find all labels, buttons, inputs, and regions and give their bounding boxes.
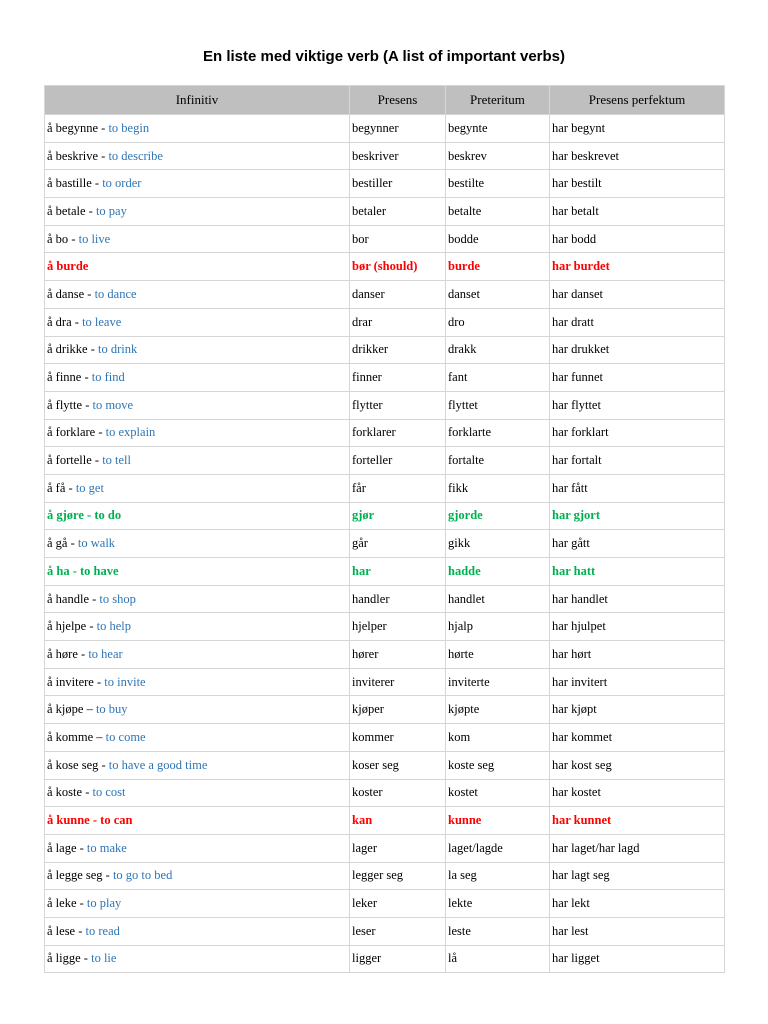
preteritum-cell: inviterte (446, 668, 550, 696)
separator: - (89, 813, 101, 828)
table-row (45, 696, 725, 724)
norwegian-infinitive: å hjelpe (47, 619, 87, 634)
norwegian-infinitive: å gjøre (47, 508, 84, 523)
perfektum-cell: har fått (550, 474, 725, 502)
table-row (45, 364, 725, 392)
english-translation: to play (86, 896, 122, 911)
english-translation: to read (85, 923, 120, 938)
header-presens: Presens (350, 86, 446, 115)
table-row (45, 281, 725, 309)
separator: - (84, 286, 95, 301)
infinitiv-cell (45, 419, 350, 447)
separator: - (76, 840, 87, 855)
norwegian-infinitive: å bastille (47, 176, 92, 191)
preteritum-cell: koste seg (446, 751, 550, 779)
english-translation: to help (96, 619, 132, 634)
table-row (45, 502, 725, 530)
english-translation: to find (91, 370, 125, 385)
infinitiv-cell (45, 834, 350, 862)
separator: - (85, 203, 96, 218)
preteritum-cell: hjalp (446, 613, 550, 641)
perfektum-cell: har handlet (550, 585, 725, 613)
presens-cell: kommer (350, 724, 446, 752)
page-title: En liste med viktige verb (A list of important verbs) (202, 48, 566, 65)
preteritum-cell: gikk (446, 530, 550, 558)
separator: - (68, 231, 79, 246)
preteritum-cell: kjøpte (446, 696, 550, 724)
presens-cell: går (350, 530, 446, 558)
presens-cell: ligger (350, 945, 446, 973)
presens-cell: koster (350, 779, 446, 807)
header-preteritum: Preteritum (446, 86, 550, 115)
perfektum-cell: har kommet (550, 724, 725, 752)
separator: - (67, 536, 78, 551)
infinitiv-cell (45, 751, 350, 779)
english-translation: to live (78, 231, 111, 246)
infinitiv-cell (45, 668, 350, 696)
norwegian-infinitive: å betale (47, 203, 86, 218)
infinitiv-cell (45, 862, 350, 890)
english-translation: to pay (95, 203, 127, 218)
infinitiv-cell (45, 364, 350, 392)
english-translation: to begin (108, 120, 150, 135)
separator: - (82, 785, 93, 800)
presens-cell: leser (350, 917, 446, 945)
english-translation: to have (80, 563, 119, 578)
table-row (45, 225, 725, 253)
norwegian-infinitive: å begynne (47, 120, 99, 135)
table-row (45, 834, 725, 862)
presens-cell: hjelper (350, 613, 446, 641)
separator: - (69, 563, 80, 578)
presens-cell: får (350, 474, 446, 502)
english-translation: to cost (92, 785, 126, 800)
norwegian-infinitive: å burde (47, 259, 89, 274)
norwegian-infinitive: å koste (47, 785, 83, 800)
norwegian-infinitive: å legge seg (47, 868, 103, 883)
presens-cell: legger seg (350, 862, 446, 890)
table-row (45, 558, 725, 586)
table-row (45, 530, 725, 558)
presens-cell: begynner (350, 115, 446, 143)
presens-cell: betaler (350, 198, 446, 226)
english-translation: to hear (88, 646, 123, 661)
infinitiv-cell (45, 474, 350, 502)
preteritum-cell: hørte (446, 641, 550, 669)
infinitiv-cell (45, 281, 350, 309)
norwegian-infinitive: å ligge (47, 951, 81, 966)
english-translation: to order (102, 176, 142, 191)
separator: - (81, 370, 92, 385)
norwegian-infinitive: å drikke (47, 342, 88, 357)
infinitiv-cell (45, 115, 350, 143)
separator: - (93, 674, 105, 689)
perfektum-cell: har beskrevet (550, 142, 725, 170)
presens-cell: flytter (350, 391, 446, 419)
header-row (45, 86, 725, 115)
presens-cell: koser seg (350, 751, 446, 779)
separator: - (98, 757, 109, 772)
table-body (45, 115, 725, 973)
table-row (45, 890, 725, 918)
presens-cell: bestiller (350, 170, 446, 198)
preteritum-cell: la seg (446, 862, 550, 890)
preteritum-cell: hadde (446, 558, 550, 586)
presens-cell: forklarer (350, 419, 446, 447)
table-row (45, 253, 725, 281)
presens-cell: handler (350, 585, 446, 613)
norwegian-infinitive: å lage (47, 840, 77, 855)
infinitiv-cell (45, 336, 350, 364)
separator: - (65, 480, 76, 495)
preteritum-cell: forklarte (446, 419, 550, 447)
table-row (45, 419, 725, 447)
preteritum-cell: lekte (446, 890, 550, 918)
separator: - (98, 148, 109, 163)
norwegian-infinitive: å invitere (47, 674, 94, 689)
perfektum-cell: har hjulpet (550, 613, 725, 641)
infinitiv-cell (45, 447, 350, 475)
perfektum-cell: har lekt (550, 890, 725, 918)
infinitiv-cell (45, 170, 350, 198)
infinitiv-cell (45, 807, 350, 835)
preteritum-cell: kostet (446, 779, 550, 807)
perfektum-cell: har flyttet (550, 391, 725, 419)
preteritum-cell: fortalte (446, 447, 550, 475)
table-row (45, 585, 725, 613)
norwegian-infinitive: å fortelle (47, 453, 92, 468)
infinitiv-cell (45, 613, 350, 641)
table-row (45, 945, 725, 973)
english-translation: to lie (91, 951, 117, 966)
perfektum-cell: har fortalt (550, 447, 725, 475)
perfektum-cell: har hørt (550, 641, 725, 669)
preteritum-cell: dro (446, 308, 550, 336)
norwegian-infinitive: å bo (47, 231, 69, 246)
presens-cell: kan (350, 807, 446, 835)
perfektum-cell: har kjøpt (550, 696, 725, 724)
norwegian-infinitive: å kjøpe (47, 702, 84, 717)
english-translation: to walk (77, 536, 116, 551)
table-row (45, 308, 725, 336)
english-translation: to buy (95, 702, 128, 717)
table-row (45, 807, 725, 835)
table-row (45, 447, 725, 475)
table-row (45, 668, 725, 696)
norwegian-infinitive: å gå (47, 536, 68, 551)
infinitiv-cell (45, 391, 350, 419)
english-translation: to leave (82, 314, 122, 329)
english-translation: to drink (98, 342, 138, 357)
preteritum-cell: bodde (446, 225, 550, 253)
english-translation: to explain (105, 425, 156, 440)
presens-cell: drikker (350, 336, 446, 364)
perfektum-cell: har lest (550, 917, 725, 945)
presens-cell: danser (350, 281, 446, 309)
perfektum-cell: har danset (550, 281, 725, 309)
preteritum-cell: beskrev (446, 142, 550, 170)
presens-cell: bor (350, 225, 446, 253)
table-row (45, 641, 725, 669)
perfektum-cell: har dratt (550, 308, 725, 336)
presens-cell: forteller (350, 447, 446, 475)
preteritum-cell: kom (446, 724, 550, 752)
english-translation: to tell (102, 453, 132, 468)
presens-cell: bør (should) (350, 253, 446, 281)
presens-cell: inviterer (350, 668, 446, 696)
presens-cell: hører (350, 641, 446, 669)
norwegian-infinitive: å finne (47, 370, 82, 385)
separator: - (95, 425, 106, 440)
preteritum-cell: laget/lagde (446, 834, 550, 862)
infinitiv-cell (45, 641, 350, 669)
norwegian-infinitive: å kose seg (47, 757, 99, 772)
separator: - (102, 868, 113, 883)
norwegian-infinitive: å kunne (47, 813, 90, 828)
infinitiv-cell (45, 142, 350, 170)
english-translation: to shop (99, 591, 136, 606)
header-infinitiv: Infinitiv (45, 86, 350, 115)
separator: - (87, 342, 99, 357)
verb-table (44, 85, 725, 973)
perfektum-cell: har forklart (550, 419, 725, 447)
presens-cell: finner (350, 364, 446, 392)
preteritum-cell: burde (446, 253, 550, 281)
infinitiv-cell (45, 696, 350, 724)
infinitiv-cell (45, 558, 350, 586)
english-translation: to have a good time (108, 757, 208, 772)
perfektum-cell: har betalt (550, 198, 725, 226)
preteritum-cell: bestilte (446, 170, 550, 198)
table-row (45, 779, 725, 807)
perfektum-cell: har bestilt (550, 170, 725, 198)
perfektum-cell: har gjort (550, 502, 725, 530)
table-row (45, 170, 725, 198)
perfektum-cell: har kost seg (550, 751, 725, 779)
english-translation: to make (86, 840, 127, 855)
table-row (45, 751, 725, 779)
english-translation: to get (75, 480, 104, 495)
table-row (45, 917, 725, 945)
preteritum-cell: drakk (446, 336, 550, 364)
separator: – (93, 729, 106, 744)
perfektum-cell: har gått (550, 530, 725, 558)
separator: - (82, 397, 93, 412)
separator: - (83, 508, 95, 523)
infinitiv-cell (45, 779, 350, 807)
perfektum-cell: har kostet (550, 779, 725, 807)
preteritum-cell: lå (446, 945, 550, 973)
table-row (45, 142, 725, 170)
perfektum-cell: har burdet (550, 253, 725, 281)
separator: - (80, 951, 92, 966)
separator: - (71, 314, 83, 329)
presens-cell: leker (350, 890, 446, 918)
separator: - (98, 120, 109, 135)
norwegian-infinitive: å lese (47, 923, 76, 938)
table-row (45, 862, 725, 890)
perfektum-cell: har funnet (550, 364, 725, 392)
norwegian-infinitive: å få (47, 480, 66, 495)
infinitiv-cell (45, 502, 350, 530)
presens-cell: beskriver (350, 142, 446, 170)
infinitiv-cell (45, 890, 350, 918)
english-translation: to do (94, 508, 122, 523)
preteritum-cell: fant (446, 364, 550, 392)
table-row (45, 474, 725, 502)
perfektum-cell: har lagt seg (550, 862, 725, 890)
presens-cell: drar (350, 308, 446, 336)
table-row (45, 115, 725, 143)
separator: - (77, 646, 89, 661)
separator: - (75, 923, 86, 938)
table-row (45, 391, 725, 419)
english-translation: to can (100, 813, 133, 828)
norwegian-infinitive: å komme (47, 729, 94, 744)
preteritum-cell: handlet (446, 585, 550, 613)
header-presens-perfektum: Presens perfektum (550, 86, 725, 115)
table-row (45, 613, 725, 641)
presens-cell: har (350, 558, 446, 586)
infinitiv-cell (45, 225, 350, 253)
table-row (45, 724, 725, 752)
norwegian-infinitive: å handle (47, 591, 89, 606)
preteritum-cell: betalte (446, 198, 550, 226)
perfektum-cell: har laget/har lagd (550, 834, 725, 862)
norwegian-infinitive: å beskrive (47, 148, 99, 163)
infinitiv-cell (45, 585, 350, 613)
infinitiv-cell (45, 945, 350, 973)
norwegian-infinitive: å leke (47, 896, 77, 911)
presens-cell: gjør (350, 502, 446, 530)
norwegian-infinitive: å dra (47, 314, 72, 329)
preteritum-cell: kunne (446, 807, 550, 835)
norwegian-infinitive: å ha (47, 563, 70, 578)
perfektum-cell: har kunnet (550, 807, 725, 835)
presens-cell: kjøper (350, 696, 446, 724)
separator: - (86, 619, 97, 634)
english-translation: to describe (108, 148, 163, 163)
english-translation: to come (105, 729, 146, 744)
infinitiv-cell (45, 253, 350, 281)
preteritum-cell: leste (446, 917, 550, 945)
preteritum-cell: begynte (446, 115, 550, 143)
english-translation: to dance (94, 286, 137, 301)
perfektum-cell: har bodd (550, 225, 725, 253)
infinitiv-cell (45, 530, 350, 558)
separator: - (91, 176, 103, 191)
english-translation: to invite (104, 674, 146, 689)
preteritum-cell: danset (446, 281, 550, 309)
perfektum-cell: har invitert (550, 668, 725, 696)
infinitiv-cell (45, 198, 350, 226)
infinitiv-cell (45, 308, 350, 336)
norwegian-infinitive: å forklare (47, 425, 96, 440)
separator: – (83, 702, 96, 717)
norwegian-infinitive: å høre (47, 646, 78, 661)
infinitiv-cell (45, 724, 350, 752)
infinitiv-cell (45, 917, 350, 945)
english-translation: to go to bed (112, 868, 173, 883)
preteritum-cell: flyttet (446, 391, 550, 419)
perfektum-cell: har ligget (550, 945, 725, 973)
perfektum-cell: har hatt (550, 558, 725, 586)
separator: - (76, 896, 87, 911)
norwegian-infinitive: å danse (47, 286, 85, 301)
table-header (45, 86, 725, 115)
separator: - (89, 591, 100, 606)
perfektum-cell: har begynt (550, 115, 725, 143)
perfektum-cell: har drukket (550, 336, 725, 364)
table-row (45, 198, 725, 226)
separator: - (91, 453, 103, 468)
preteritum-cell: fikk (446, 474, 550, 502)
table-row (45, 336, 725, 364)
norwegian-infinitive: å flytte (47, 397, 83, 412)
preteritum-cell: gjorde (446, 502, 550, 530)
english-translation: to move (92, 397, 134, 412)
presens-cell: lager (350, 834, 446, 862)
